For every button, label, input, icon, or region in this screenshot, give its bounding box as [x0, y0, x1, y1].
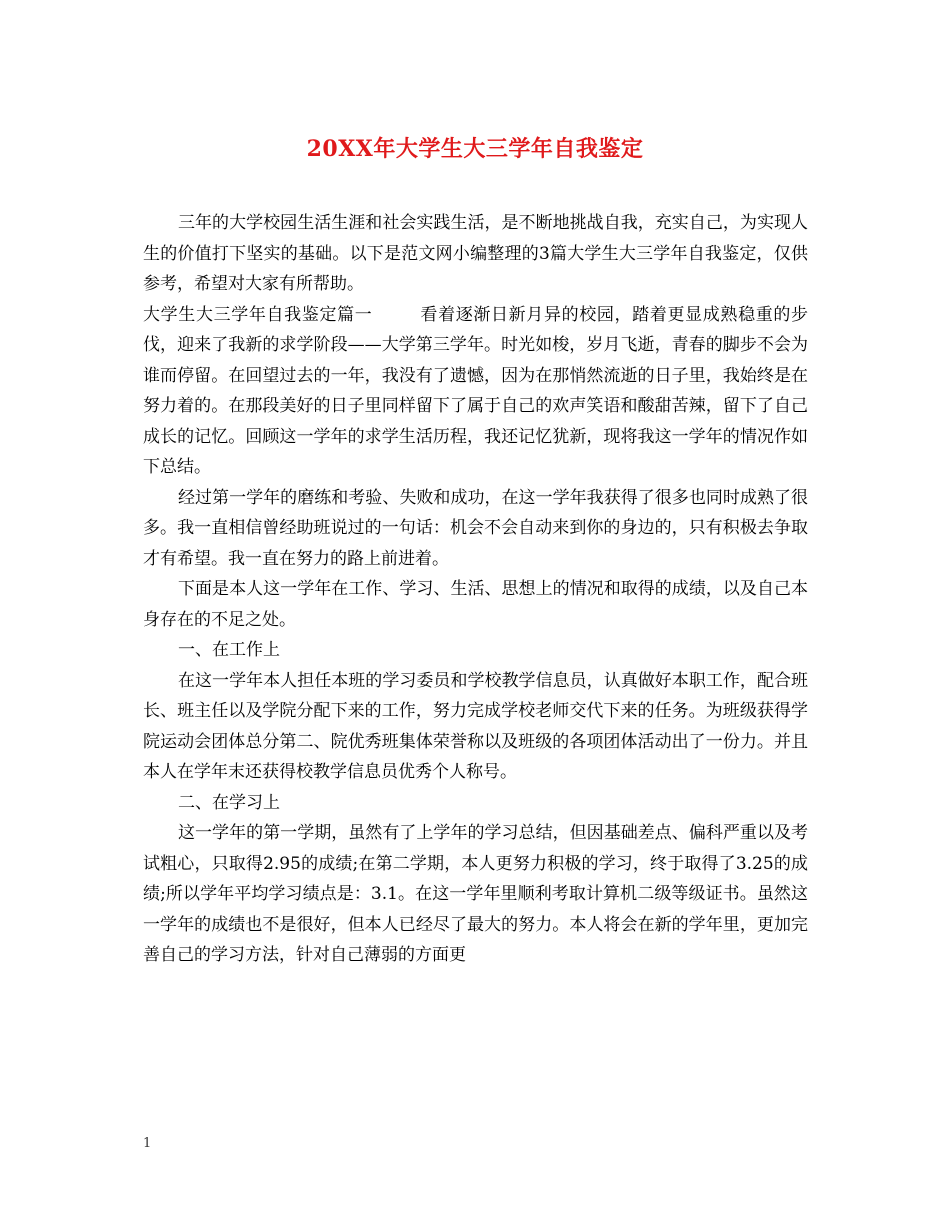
paragraph-4: 在这一学年本人担任本班的学习委员和学校教学信息员，认真做好本职工作，配合班长、班主任以及学院分配下来的工作，努力完成学校老师交代下来的任务。为班级获得学院运动会团体总分第二、院优秀班集体荣誉称以及班级的各项团体活动出了一份力。并且本人在学年末还获得校教学信息员优秀个人称号。 [143, 670, 808, 782]
heading-work: 一、在工作上 [178, 640, 280, 660]
section-title: 大学生大三学年自我鉴定篇一 [143, 304, 373, 325]
paragraph-2: 经过第一学年的磨练和考验、失败和成功，在这一学年我获得了很多也同时成熟了很多。我一直相信曾经助班说过的一句话：机会不会自动来到你的身边的，只有积极去争取才有希望。我一直在努力的路上前进着。 [143, 487, 808, 569]
heading-study: 二、在学习上 [178, 792, 280, 813]
document-body [143, 208, 808, 971]
page-number: 1 [143, 1136, 152, 1151]
section-paragraph [143, 300, 808, 483]
document-title: 20XX年大学生大三学年自我鉴定 [306, 136, 644, 162]
paragraph-1: 看着逐渐日新月异的校园，踏着更显成熟稳重的步伐，迎来了我新的求学阶段——大学第三学年。时光如梭，岁月飞逝，青春的脚步不会为谁而停留。在回望过去的一年，我没有了遗憾，因为在那悄然流逝的日子里，我始终是在努力着的。在那段美好的日子里同样留下了属于自己的欢声笑语和酸甜苦辣，留下了自己成长的记忆。回顾这一学年的求学生活历程，我还记忆犹新，现将我这一学年的情况作如下总结。 [143, 304, 809, 477]
intro-paragraph: 三年的大学校园生活生涯和社会实践生活，是不断地挑战自我，充实自己，为实现人生的价值打下坚实的基础。以下是范文网小编整理的3篇大学生大三学年自我鉴定，仅供参考，希望对大家有所帮助。 [143, 213, 808, 294]
paragraph-3: 下面是本人这一学年在工作、学习、生活、思想上的情况和取得的成绩，以及自己本身存在的不足之处。 [143, 579, 808, 630]
paragraph-5: 这一学年的第一学期，虽然有了上学年的学习总结，但因基础差点、偏科严重以及考试粗心，只取得2.95的成绩;在第二学期，本人更努力积极的学习，终于取得了3.25的成绩;所以学年平均学习绩点是：3.1。在这一学年里顺利考取计算机二级等级证书。虽然这一学年的成绩也不是很好，但本人已经尽了最大的努力。本人将会在新的学年里，更加完善自己的学习方法，针对自己薄弱的方面更 [143, 823, 808, 965]
